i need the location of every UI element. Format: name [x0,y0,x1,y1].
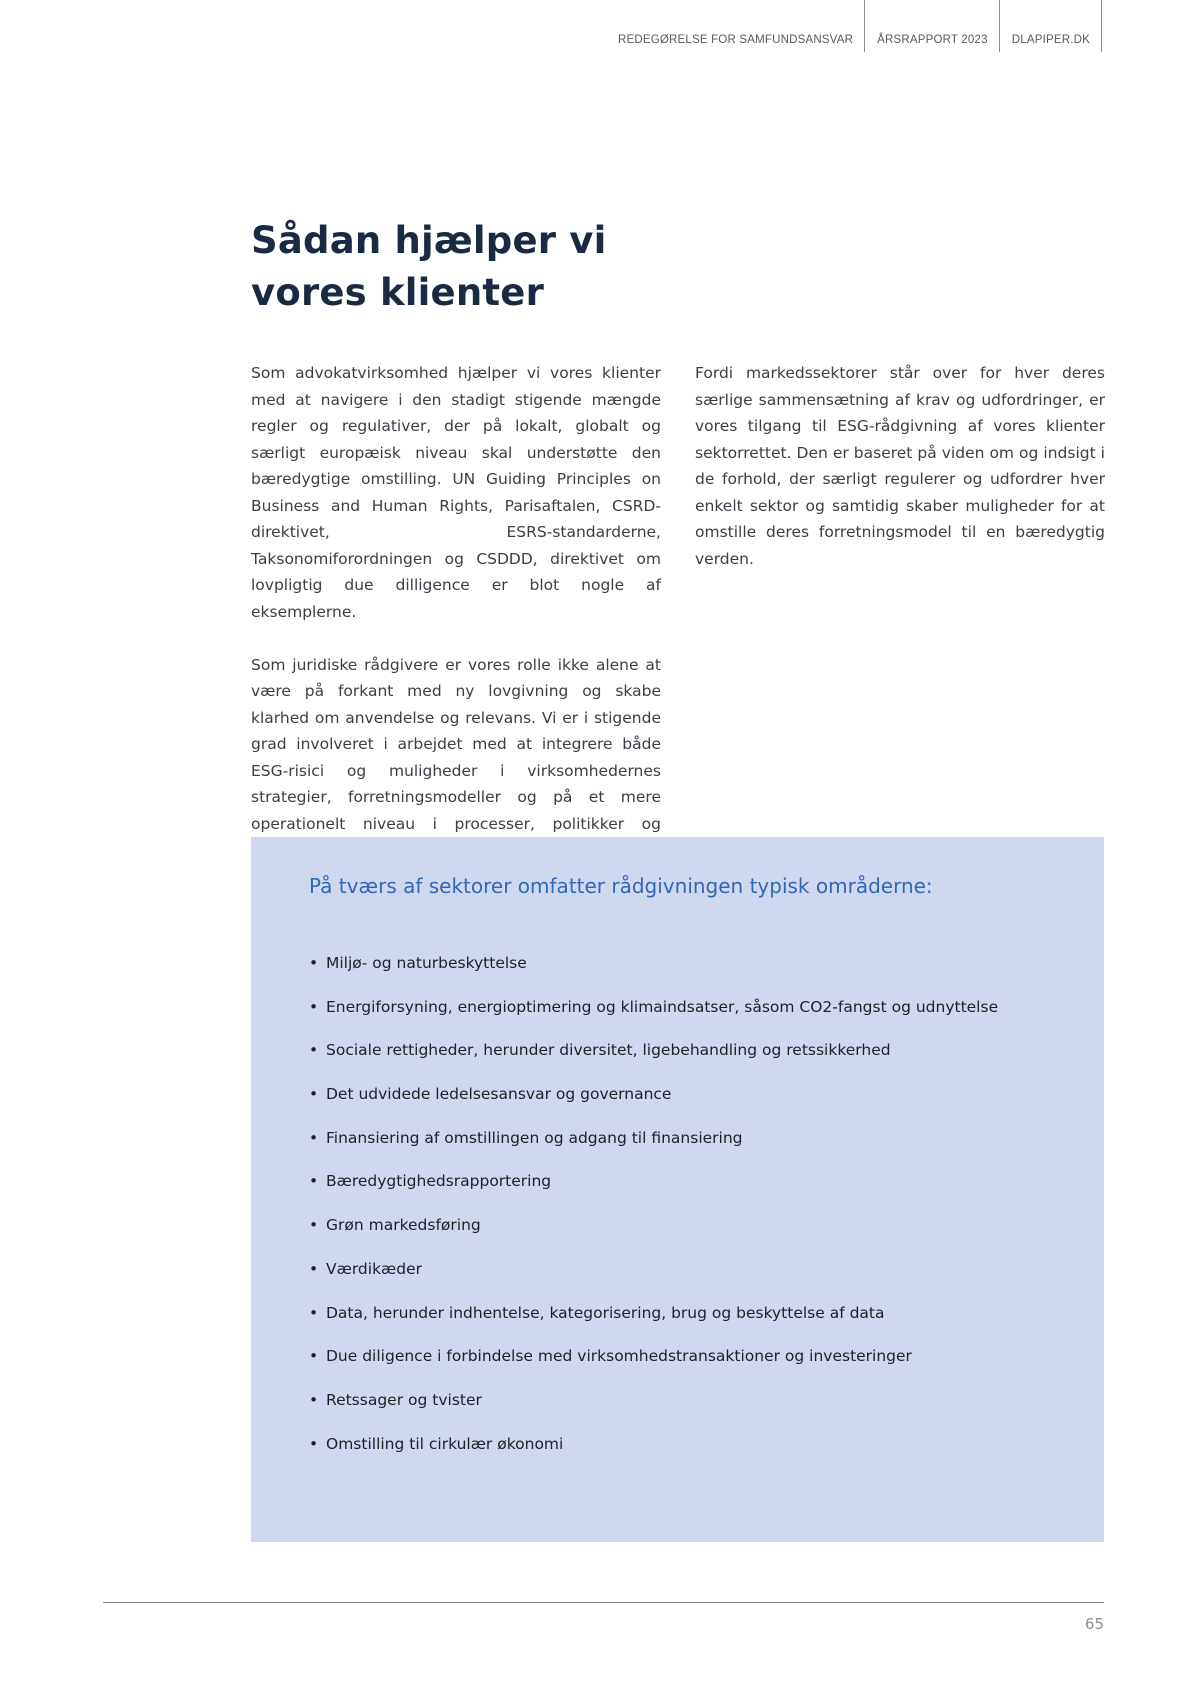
list-item [309,1083,998,1127]
body-paragraph: Fordi markedssektorer står over for hver deres særlige sammensætning af krav og udfordringer, er vores tilgang til ESG-rådgivning af vores klienter sektorrettet. Den er baseret på viden om og indsigt i de forhold, der særligt regulerer og udfordrer hver enkelt sektor og samtidig skaber muligheder for at omstille deres forretningsmodel til en bæredygtig verden. [695,364,1105,568]
nav-spacer [1102,0,1200,52]
list-item [309,1258,998,1302]
list-item [309,952,998,996]
bullet-icon: • [309,1128,319,1147]
bullet-icon: • [309,1216,319,1235]
bullet-icon: • [309,1259,319,1278]
list-item [309,1127,998,1171]
list-item-text: Retssager og tvister [326,1390,482,1409]
body-column-right [695,360,1105,599]
list-item [309,1345,998,1389]
list-item [309,1214,998,1258]
bullet-icon: • [309,1390,319,1409]
list-item-text: Grøn markedsføring [326,1216,481,1235]
body-column-left [251,360,661,890]
bullet-icon: • [309,954,319,972]
bullet-icon: • [309,1303,319,1322]
bullet-icon: • [309,1172,319,1191]
list-item-text: Data, herunder indhentelse, kategorisering, brug og beskyttelse af data [326,1303,885,1322]
list-item-text: Miljø- og naturbeskyttelse [326,954,527,972]
bullet-icon: • [309,997,319,1016]
list-item-text: Det udvidede ledelsesansvar og governance [326,1085,672,1104]
nav-link-website[interactable]: DLAPIPER.DK [1000,0,1102,52]
page-title: Sådan hjælper vi vores klienter [251,219,607,314]
list-item-text: Omstilling til cirkulær økonomi [326,1434,564,1453]
list-item [309,1039,998,1083]
bullet-icon: • [309,1041,319,1060]
list-item [309,1170,998,1214]
bullet-icon: • [309,1347,319,1366]
nav-link-annual-report[interactable]: ÅRSRAPPORT 2023 [865,0,1000,52]
list-item-text: Finansiering af omstillingen og adgang til finansiering [326,1128,743,1147]
list-item-text: Sociale rettigheder, herunder diversitet, ligebehandling og retssikkerhed [326,1041,891,1060]
list-item-text: Due diligence i forbindelse med virksomhedstransaktioner og investeringer [326,1347,912,1366]
list-item [309,1389,998,1433]
list-item-text: Værdikæder [326,1259,423,1278]
footer-divider [103,1602,1104,1603]
body-paragraph: Som advokatvirksomhed hjælper vi vores klienter med at navigere i den stadigt stigende mængde regler og regulativer, der på lokalt, globalt og særligt europæisk niveau skal understøtte den bæredygtige omstilling. UN Guiding Principles on Business and Human Rights, Parisaftalen, CSRD-direktivet, ESRS-standarderne, Taksonomiforordningen og CSDDD, direktivet om lovpligtig due dilligence er blot nogle af eksemplerne. [251,364,661,621]
page-number: 65 [1084,1615,1104,1633]
list-item [309,996,998,1040]
list-item-text: Bæredygtighedsrapportering [326,1172,552,1191]
list-item [309,1302,998,1346]
header-nav [618,0,1200,52]
body-paragraph: Som juridiske rådgivere er vores rolle ikke alene at være på forkant med ny lovgivning og skabe klarhed om anvendelse og relevans. Vi er i stigende grad involveret i arbejdet med at integrere både ESG-risici og muligheder i virksomhedernes strategier, forretningsmodeller og på et mere operationelt niveau i processer, politikker og [251,655,661,833]
nav-link-csr-report[interactable]: REDEGØRELSE FOR SAMFUNDSANSVAR [618,0,865,52]
advisory-areas-box [251,837,1104,1542]
list-item [309,1433,998,1477]
bullet-icon: • [309,1434,319,1453]
advisory-areas-list [309,952,998,1476]
list-item-text: Energiforsyning, energioptimering og klimaindsatser, såsom CO2-fangst og udnyttelse [326,997,999,1016]
bullet-icon: • [309,1085,319,1104]
box-title: På tværs af sektorer omfatter rådgivningen typisk områderne: [309,874,933,898]
